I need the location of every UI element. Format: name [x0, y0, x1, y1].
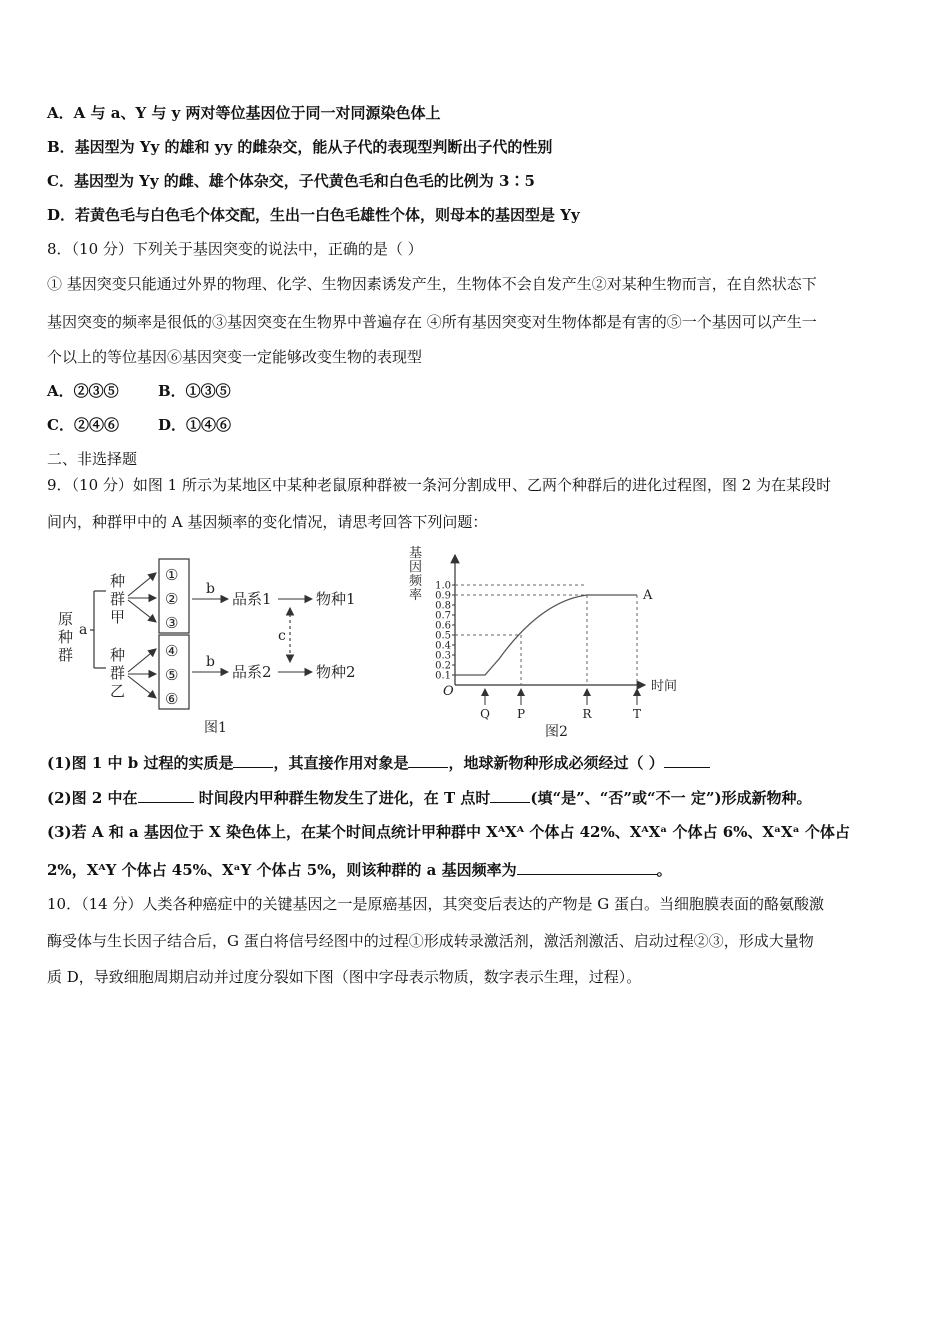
q9-stem-1: 9．（10 分）如图 1 所示为某地区中某种老鼠原种群被一条河分割成甲、乙两个种群后的进化过程图，图 2 为在某段时	[47, 476, 832, 494]
q8-body-3: 个以上的等位基因⑥基因突变一定能够改变生物的表现型	[47, 348, 423, 366]
q8-option-c: C．②④⑥	[47, 416, 119, 434]
q9-sub2-part-a: (2)图 2 中在	[47, 789, 138, 807]
fig1-num-2: ②	[165, 590, 179, 608]
fig1-pop-jia-3: 甲	[110, 608, 126, 626]
q9-sub1-part-b: ，其直接作用对象是	[273, 754, 409, 772]
figure-2-chart	[405, 545, 695, 743]
q8-option-b: B．①③⑤	[158, 382, 231, 400]
q8-stem: 8．（10 分）下列关于基因突变的说法中，正确的是（ ）	[47, 240, 423, 258]
chart-y-tick-label: 0.4	[435, 640, 451, 652]
answer-blank-6[interactable]	[517, 860, 657, 875]
fig1-num-6: ⑥	[165, 690, 179, 708]
q7-option-a: A．A 与 a、Y 与 y 两对等位基因位于同一对同源染色体上	[47, 104, 441, 122]
q8-option-a: A．②③⑤	[47, 382, 119, 400]
fig1-species-2: 物种2	[316, 663, 356, 681]
chart-y-tick-label: 0.6	[435, 620, 451, 632]
chart-y-label-char: 率	[409, 588, 423, 603]
chart-x-tick-label: Q	[480, 707, 490, 721]
fig1-pop-yi-2: 群	[110, 664, 126, 682]
fig1-pop-jia-1: 种	[110, 572, 126, 590]
q10-line-2: 酶受体与生长因子结合后，G 蛋白将信号经图中的过程①形成转录激活剂，激活剂激活、启动过程②③，形成大量物	[47, 932, 814, 950]
answer-blank-5[interactable]	[490, 788, 530, 803]
chart-y-tick-label: 0.3	[435, 650, 451, 662]
q8-option-d: D．①④⑥	[158, 416, 232, 434]
chart-y-tick-label: 0.2	[435, 660, 451, 672]
fig1-num-4: ④	[165, 642, 179, 660]
q8-body-1: ① 基因突变只能通过外界的物理、化学、生物因素诱发产生，生物体不会自发产生②对某种生物而言，在自然状态下	[47, 275, 817, 293]
q10-line-1: 10．（14 分）人类各种癌症中的关键基因之一是原癌基因，其突变后表达的产物是 G 蛋白。当细胞膜表面的酪氨酸激	[47, 895, 824, 913]
chart-y-tick-label: 1.0	[435, 580, 451, 592]
q9-sub3-part-b: 。	[656, 861, 672, 879]
chart-y-label-char: 基	[409, 546, 423, 561]
q7-option-c: C．基因型为 Yy 的雌、雄个体杂交，子代黄色毛和白色毛的比例为 3∶5	[47, 172, 535, 190]
chart-y-tick-label: 0.9	[435, 590, 451, 602]
q9-sub1-part-c: ，地球新物种形成必须经过（ ）	[448, 754, 664, 772]
q7-option-b: B．基因型为 Yy 的雄和 yy 的雌杂交，能从子代的表现型判断出子代的性别	[47, 138, 553, 156]
fig1-num-3: ③	[165, 614, 179, 632]
q9-sub2-part-b: 时间段内甲种群生物发生了进化，在 T 点时	[193, 789, 491, 807]
q9-stem-2: 间内，种群甲中的 A 基因频率的变化情况，请思考回答下列问题：	[47, 513, 488, 531]
fig1-origin-char-1: 原	[58, 610, 74, 628]
chart-caption: 图2	[545, 724, 568, 740]
fig1-pop-yi-1: 种	[110, 646, 126, 664]
chart-y-label-char: 频	[409, 574, 423, 589]
chart-x-tick-label: T	[632, 707, 642, 721]
answer-blank-3[interactable]	[664, 753, 710, 768]
answer-blank-2[interactable]	[408, 753, 448, 768]
answer-blank-1[interactable]	[233, 753, 273, 768]
fig1-caption: 图1	[204, 720, 227, 736]
q8-body-2: 基因突变的频率是很低的③基因突变在生物界中普遍存在 ④所有基因突变对生物体都是有害的⑤一个基因可以产生一	[47, 313, 817, 331]
answer-blank-4[interactable]	[138, 788, 194, 803]
fig1-label-b-top: b	[206, 581, 215, 597]
chart-series-label: A	[643, 588, 653, 603]
chart-x-tick-label: P	[516, 707, 526, 721]
fig1-origin-char-3: 群	[58, 646, 74, 664]
fig1-species-1: 物种1	[316, 590, 356, 608]
chart-x-tick-label: R	[582, 707, 592, 721]
q9-sub3-line-1: (3)若 A 和 a 基因位于 X 染色体上，在某个时间点统计甲种群中 XᴬXᴬ 个体占 42%、XᴬXᵃ 个体占 6%、XᵃXᵃ 个体占	[47, 823, 850, 841]
fig1-num-1: ①	[165, 566, 179, 584]
q9-sub1-part-a: (1)图 1 中 b 过程的实质是	[47, 754, 234, 772]
q10-line-3: 质 D，导致细胞周期启动并过度分裂如下图（图中字母表示物质，数字表示生理，过程）。	[47, 968, 642, 986]
fig1-pop-yi-3: 乙	[110, 682, 126, 700]
q9-sub1	[47, 752, 710, 774]
chart-y-tick-label: 0.7	[435, 610, 451, 622]
fig1-label-a: a	[79, 622, 88, 638]
chart-y-label-char: 因	[409, 560, 423, 575]
q9-sub2-part-c: (填“是”、“否”或“不一 定”)形成新物种。	[530, 789, 812, 807]
chart-y-label	[409, 546, 423, 603]
fig1-strain-2: 品系2	[232, 663, 272, 681]
chart-y-tick-label: 0.8	[435, 600, 451, 612]
chart-x-label: 时间	[651, 679, 678, 694]
chart-y-tick-label: 0.5	[435, 630, 451, 642]
section-heading: 二、非选择题	[47, 450, 138, 468]
q9-sub3-line-2	[47, 859, 672, 881]
q9-sub2	[47, 787, 812, 809]
q9-sub3-part-a: 2%，XᴬY 个体占 45%、XᵃY 个体占 5%，则该种群的 a 基因频率为	[47, 861, 517, 879]
fig1-origin-char-2: 种	[58, 628, 74, 646]
chart-origin-label: O	[443, 684, 454, 699]
fig1-pop-jia-2: 群	[110, 590, 126, 608]
figure-1-diagram	[52, 556, 377, 741]
chart-y-tick-label: 0.1	[435, 670, 451, 682]
q7-option-d: D．若黄色毛与白色毛个体交配，生出一白色毛雄性个体，则母本的基因型是 Yy	[47, 206, 580, 224]
fig1-strain-1: 品系1	[232, 590, 272, 608]
fig1-num-5: ⑤	[165, 666, 179, 684]
fig1-label-c: c	[278, 628, 286, 644]
fig1-label-b-bottom: b	[206, 654, 215, 670]
chart-series-line	[455, 595, 637, 675]
